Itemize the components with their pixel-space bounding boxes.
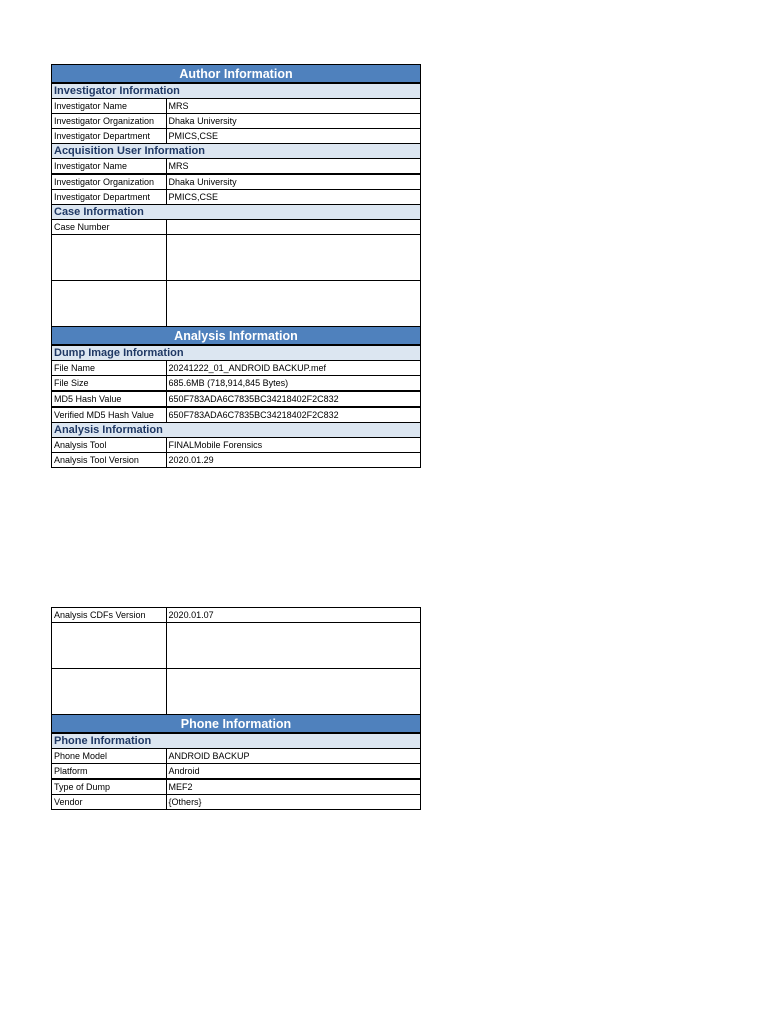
table-row — [52, 669, 421, 715]
phone-information-band — [52, 715, 421, 734]
report-table-1 — [51, 64, 421, 468]
table-row — [52, 114, 421, 129]
analysis-sub-title: Analysis Information — [52, 423, 421, 438]
row-label: Investigator Name — [52, 99, 167, 114]
author-information-title: Author Information — [52, 65, 421, 84]
row-value: 650F783ADA6C7835BC34218402F2C832 — [166, 391, 420, 407]
row-label: Analysis Tool Version — [52, 453, 167, 468]
analysis-information-title: Analysis Information — [52, 327, 421, 346]
analysis-sub-header — [52, 423, 421, 438]
table-row — [52, 99, 421, 114]
row-value: PMICS,CSE — [166, 129, 420, 144]
table-row — [52, 764, 421, 780]
dump-image-information-title: Dump Image Information — [52, 345, 421, 361]
row-label — [52, 669, 167, 715]
table-row — [52, 235, 421, 281]
row-label: Phone Model — [52, 749, 167, 764]
phone-information-title: Phone Information — [52, 715, 421, 734]
dump-image-information-header — [52, 345, 421, 361]
row-value: MEF2 — [166, 779, 420, 795]
row-label: Investigator Name — [52, 159, 167, 175]
row-label: Case Number — [52, 220, 167, 235]
case-information-header — [52, 205, 421, 220]
table-row — [52, 220, 421, 235]
row-label: Vendor — [52, 795, 167, 810]
investigator-information-header — [52, 83, 421, 99]
row-label: File Size — [52, 376, 167, 392]
row-label: Analysis CDFs Version — [52, 608, 167, 623]
table-row — [52, 779, 421, 795]
table-row — [52, 129, 421, 144]
row-value: MRS — [166, 159, 420, 175]
report-table-2 — [51, 607, 421, 810]
table-row — [52, 407, 421, 423]
investigator-information-title: Investigator Information — [52, 83, 421, 99]
row-label — [52, 281, 167, 327]
table-row — [52, 361, 421, 376]
table-row — [52, 376, 421, 392]
row-value: ANDROID BACKUP — [166, 749, 420, 764]
row-label: Investigator Department — [52, 129, 167, 144]
row-label: Investigator Department — [52, 190, 167, 205]
analysis-information-band — [52, 327, 421, 346]
case-information-title: Case Information — [52, 205, 421, 220]
table-row — [52, 623, 421, 669]
row-value — [166, 281, 420, 327]
acquisition-user-information-title: Acquisition User Information — [52, 144, 421, 159]
row-value: Dhaka University — [166, 174, 420, 190]
table-row — [52, 608, 421, 623]
row-value: 650F783ADA6C7835BC34218402F2C832 — [166, 407, 420, 423]
row-value: 685.6MB (718,914,845 Bytes) — [166, 376, 420, 392]
row-label — [52, 235, 167, 281]
row-label — [52, 623, 167, 669]
row-value — [166, 235, 420, 281]
row-value: 20241222_01_ANDROID BACKUP.mef — [166, 361, 420, 376]
row-value: Dhaka University — [166, 114, 420, 129]
row-value: 2020.01.29 — [166, 453, 420, 468]
row-label: Verified MD5 Hash Value — [52, 407, 167, 423]
row-value: MRS — [166, 99, 420, 114]
row-label: Analysis Tool — [52, 438, 167, 453]
row-label: Investigator Organization — [52, 174, 167, 190]
row-label: File Name — [52, 361, 167, 376]
row-value — [166, 220, 420, 235]
row-value: Android — [166, 764, 420, 780]
row-label: Investigator Organization — [52, 114, 167, 129]
acquisition-user-information-header — [52, 144, 421, 159]
row-value: FINALMobile Forensics — [166, 438, 420, 453]
row-value: 2020.01.07 — [166, 608, 420, 623]
row-label: Type of Dump — [52, 779, 167, 795]
row-value: PMICS,CSE — [166, 190, 420, 205]
table-row — [52, 749, 421, 764]
row-value: {Others} — [166, 795, 420, 810]
table-row — [52, 174, 421, 190]
row-value — [166, 623, 420, 669]
row-label: Platform — [52, 764, 167, 780]
table-row — [52, 795, 421, 810]
table-row — [52, 453, 421, 468]
table-row — [52, 190, 421, 205]
table-row — [52, 438, 421, 453]
row-label: MD5 Hash Value — [52, 391, 167, 407]
phone-information-header — [52, 733, 421, 749]
phone-information-sub-title: Phone Information — [52, 733, 421, 749]
table-row — [52, 281, 421, 327]
row-value — [166, 669, 420, 715]
author-information-band — [52, 65, 421, 84]
table-row — [52, 391, 421, 407]
table-row — [52, 159, 421, 175]
